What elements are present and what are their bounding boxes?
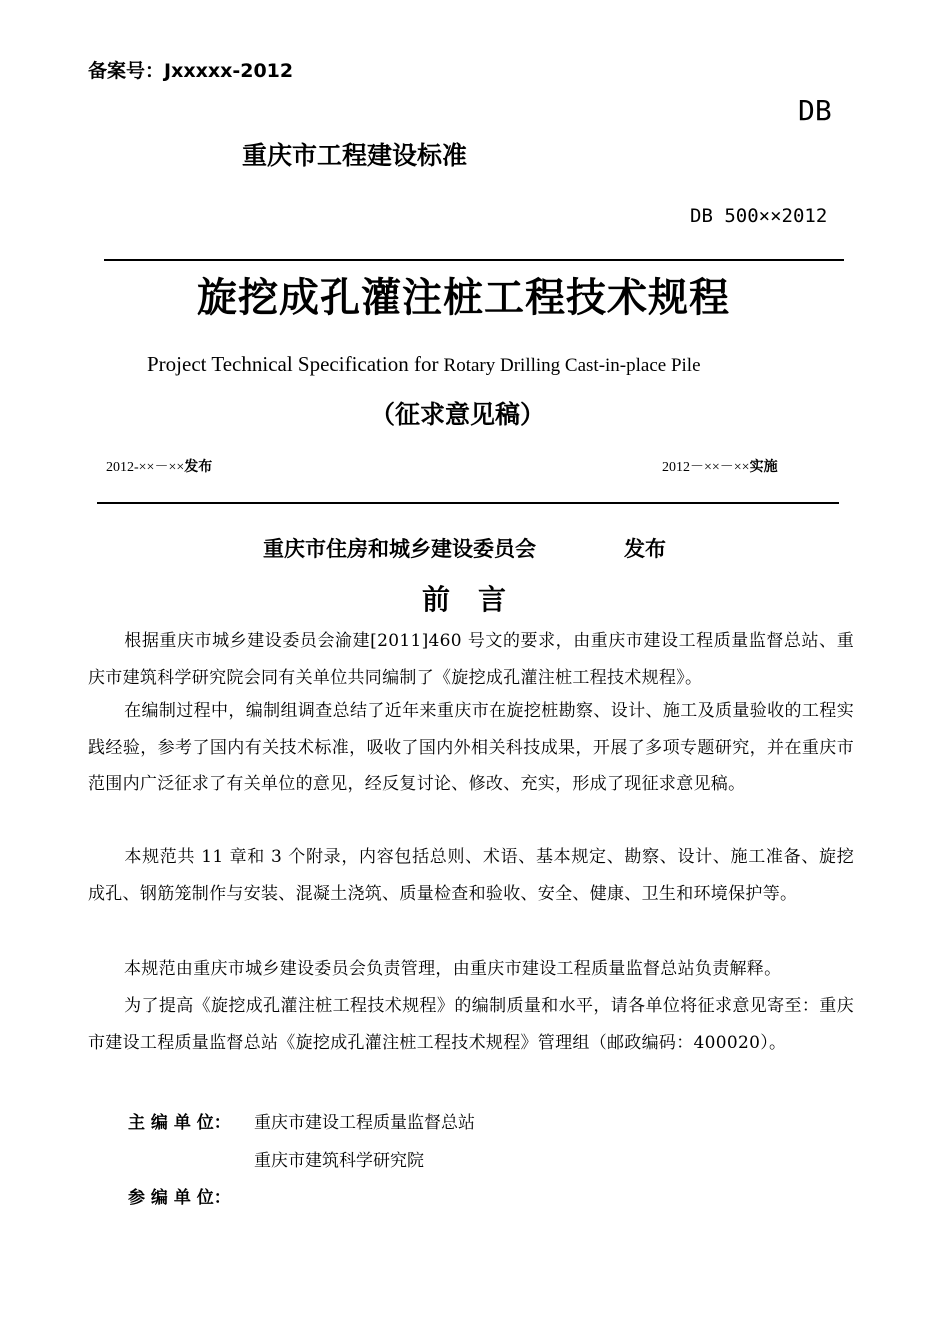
db-mark: DB — [798, 94, 832, 127]
paragraph-text: 根据重庆市城乡建设委员会渝建[2011]460 号文的要求，由重庆市建设工程质量监督总站、重庆市建筑科学研究院会同有关单位共同编制了《旋挖成孔灌注桩工程技术规程》。 — [88, 631, 854, 688]
issue-date-value: 2012-××－×× — [106, 460, 185, 475]
standard-category: 重庆市工程建设标准 — [242, 141, 468, 170]
issue-word: 发布 — [184, 459, 213, 475]
standard-code: DB 500××2012 — [690, 205, 828, 227]
preface-paragraph — [88, 693, 854, 803]
paragraph-text: 为了提高《旋挖成孔灌注桩工程技术规程》的编制质量和水平，请各单位将征求意见寄至：重庆市建设工程质量监督总站《旋挖成孔灌注桩工程技术规程》管理组（邮政编码：400020）。 — [88, 996, 854, 1053]
preface-paragraph — [88, 951, 854, 988]
document-title: 旋挖成孔灌注桩工程技术规程 — [197, 275, 730, 321]
draft-label: （征求意见稿） — [370, 400, 546, 429]
preface-paragraph — [88, 839, 854, 912]
participant-unit-label: 参 编 单 位： — [128, 1188, 231, 1208]
english-title — [147, 352, 701, 377]
chief-unit-1: 重庆市建设工程质量监督总站 — [254, 1113, 475, 1133]
publisher-name: 重庆市住房和城乡建设委员会 — [263, 537, 536, 561]
english-title-part2: Rotary Drilling Cast-in-place Pile — [443, 355, 701, 376]
implement-date — [662, 456, 778, 476]
chief-unit-2: 重庆市建筑科学研究院 — [254, 1151, 424, 1171]
record-number-text: 备案号：Jxxxxx-2012 — [88, 60, 294, 82]
issue-date — [106, 456, 212, 476]
english-title-part1: Project Technical Specification for — [147, 352, 439, 376]
bottom-rule — [97, 502, 839, 504]
top-rule — [104, 259, 844, 261]
chief-unit-label: 主 编 单 位： — [128, 1113, 231, 1133]
paragraph-text: 本规范由重庆市城乡建设委员会负责管理，由重庆市建设工程质量监督总站负责解释。 — [124, 959, 782, 979]
preface-heading: 前 言 — [422, 583, 507, 616]
paragraph-text: 本规范共 11 章和 3 个附录，内容包括总则、术语、基本规定、勘察、设计、施工准备、旋挖成孔、钢筋笼制作与安装、混凝土浇筑、质量检查和验收、安全、健康、卫生和环境保护等。 — [88, 847, 854, 904]
preface-paragraph — [88, 988, 854, 1061]
record-number — [88, 56, 293, 83]
publisher-action: 发布 — [624, 537, 666, 561]
implement-word: 实施 — [749, 459, 778, 475]
preface-paragraph — [88, 623, 854, 696]
paragraph-text: 在编制过程中，编制组调查总结了近年来重庆市在旋挖桩勘察、设计、施工及质量验收的工程实践经验，参考了国内有关技术标准，吸收了国内外相关科技成果，开展了多项专题研究，并在重庆市范围内广泛征求了有关单位的意见，经反复讨论、修改、充实，形成了现征求意见稿。 — [88, 701, 854, 794]
implement-date-value: 2012－××－×× — [662, 460, 750, 475]
